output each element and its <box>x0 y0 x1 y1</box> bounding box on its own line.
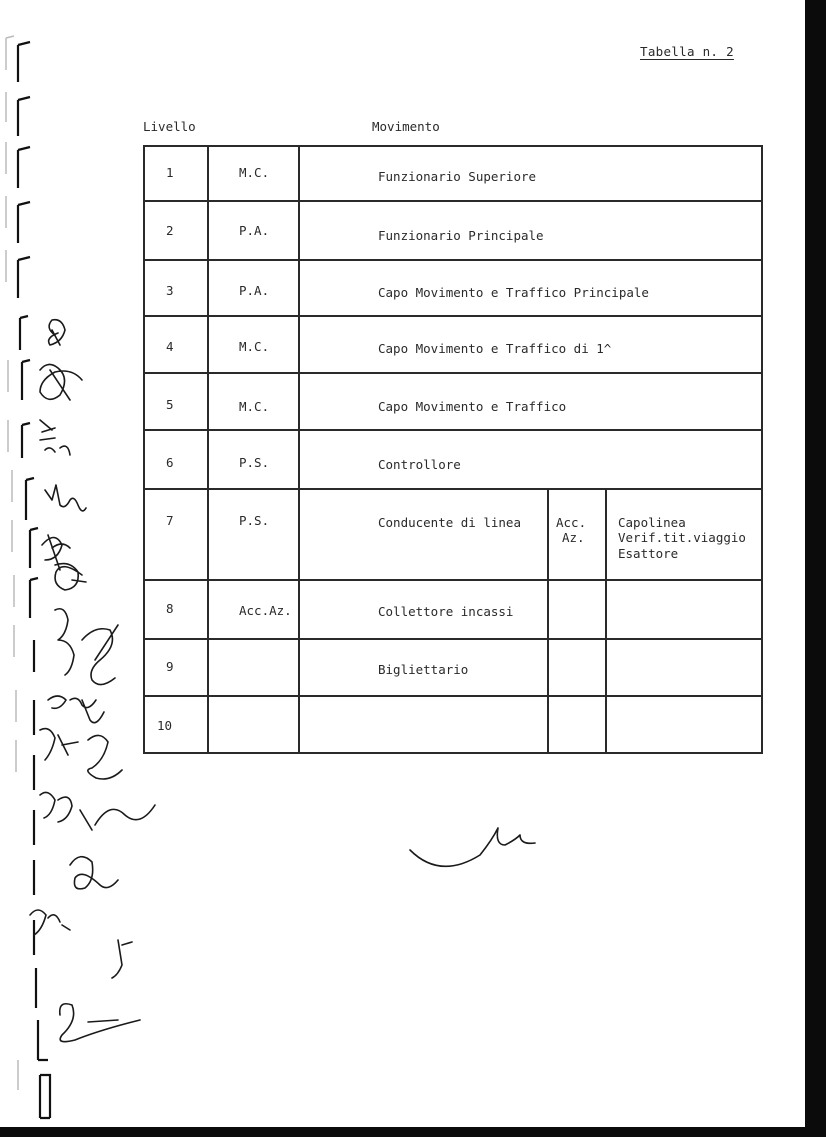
initial-15 <box>60 1004 140 1042</box>
code-cell: P.S. <box>239 513 270 528</box>
code-cell: P.A. <box>239 283 270 298</box>
code-cell: P.A. <box>239 223 270 238</box>
initial-14 <box>112 940 132 978</box>
level-cell: 4 <box>166 339 174 354</box>
code-cell: P.S. <box>239 455 270 470</box>
level-cell: 2 <box>166 223 174 238</box>
role-cell: Controllore <box>378 457 461 472</box>
ext-line3-cell: Esattore <box>618 546 679 561</box>
code-cell: M.C. <box>239 399 270 414</box>
initial-8 <box>82 625 118 685</box>
code-cell: Acc.Az. <box>239 603 292 618</box>
ext-line1-cell: Capolinea <box>618 515 686 530</box>
role-cell: Capo Movimento e Traffico di 1^ <box>378 341 612 356</box>
level-cell: 8 <box>166 601 174 616</box>
code-cell: M.C. <box>239 339 270 354</box>
level-cell: 7 <box>166 513 174 528</box>
level-cell: 3 <box>166 283 174 298</box>
signature-center <box>410 828 535 866</box>
header-livello: Livello <box>143 119 196 134</box>
role-cell: Conducente di linea <box>378 515 521 530</box>
acc-line1-cell: Acc. <box>556 515 587 530</box>
scan-edge-right <box>805 0 826 1137</box>
acc-line2-cell: Az. <box>562 530 585 545</box>
code-cell: M.C. <box>239 165 270 180</box>
binding-rings-icon <box>0 0 60 1120</box>
level-cell: 5 <box>166 397 174 412</box>
role-cell: Collettore incassi <box>378 604 514 619</box>
role-cell: Funzionario Superiore <box>378 169 537 184</box>
ext-line2-cell: Verif.tit.viaggio <box>618 530 746 545</box>
header-movimento: Movimento <box>372 119 440 134</box>
initial-12 <box>70 857 118 889</box>
scan-edge-bottom <box>0 1127 826 1137</box>
level-cell: 1 <box>166 165 174 180</box>
role-cell: Bigliettario <box>378 662 469 677</box>
role-cell: Funzionario Principale <box>378 228 544 243</box>
binding-strip <box>0 0 60 1120</box>
level-cell: 9 <box>166 659 174 674</box>
level-cell: 10 <box>157 718 173 733</box>
role-cell: Capo Movimento e Traffico Principale <box>378 285 649 300</box>
role-cell: Capo Movimento e Traffico <box>378 399 567 414</box>
table-title: Tabella n. 2 <box>640 44 734 59</box>
level-cell: 6 <box>166 455 174 470</box>
